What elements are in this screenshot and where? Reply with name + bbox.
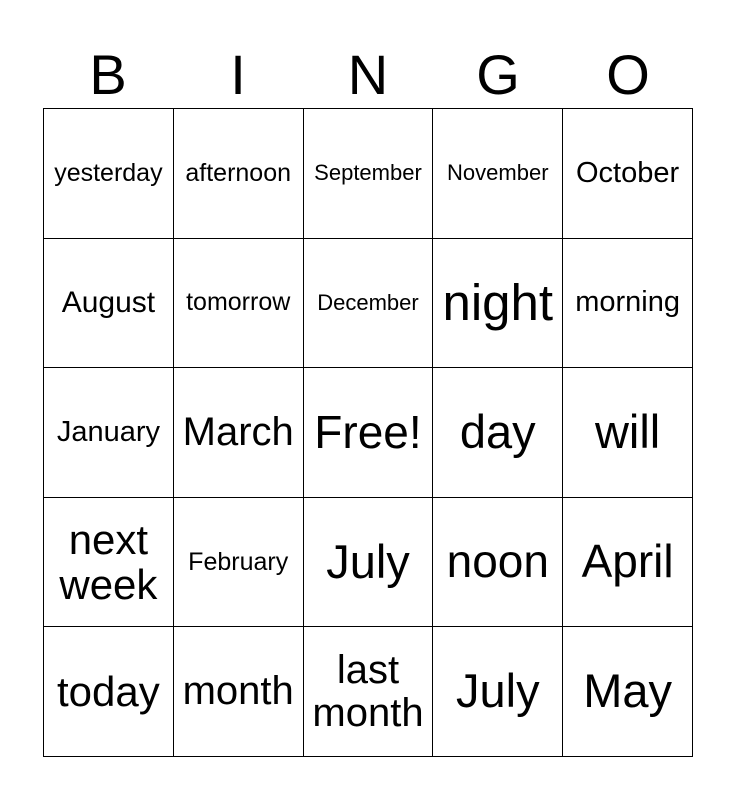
bingo-board — [43, 108, 693, 757]
bingo-cell[interactable]: yesterday — [44, 109, 174, 239]
bingo-cell[interactable]: last month — [304, 627, 434, 757]
free-space-cell[interactable]: Free! — [304, 368, 434, 498]
bingo-cell[interactable]: morning — [563, 239, 693, 369]
bingo-cell[interactable]: night — [433, 239, 563, 369]
header-letter-o: O — [606, 43, 650, 106]
bingo-cell[interactable]: will — [563, 368, 693, 498]
bingo-cell[interactable]: today — [44, 627, 174, 757]
header-letter-i: I — [230, 43, 246, 106]
bingo-cell[interactable]: tomorrow — [174, 239, 304, 369]
bingo-cell[interactable]: next week — [44, 498, 174, 628]
header-letter-b: B — [89, 43, 127, 106]
bingo-cell[interactable]: noon — [433, 498, 563, 628]
bingo-cell[interactable]: November — [433, 109, 563, 239]
bingo-cell[interactable]: January — [44, 368, 174, 498]
bingo-cell[interactable]: August — [44, 239, 174, 369]
header-letter-n: N — [347, 43, 389, 106]
bingo-cell[interactable]: July — [304, 498, 434, 628]
bingo-cell[interactable]: April — [563, 498, 693, 628]
bingo-cell[interactable]: September — [304, 109, 434, 239]
bingo-header — [43, 42, 693, 108]
bingo-cell[interactable]: February — [174, 498, 304, 628]
bingo-cell[interactable]: October — [563, 109, 693, 239]
bingo-cell[interactable]: July — [433, 627, 563, 757]
bingo-cell[interactable]: May — [563, 627, 693, 757]
bingo-cell[interactable]: month — [174, 627, 304, 757]
bingo-cell[interactable]: afternoon — [174, 109, 304, 239]
bingo-cell[interactable]: day — [433, 368, 563, 498]
bingo-cell[interactable]: March — [174, 368, 304, 498]
header-letter-g: G — [476, 43, 520, 106]
bingo-cell[interactable]: December — [304, 239, 434, 369]
